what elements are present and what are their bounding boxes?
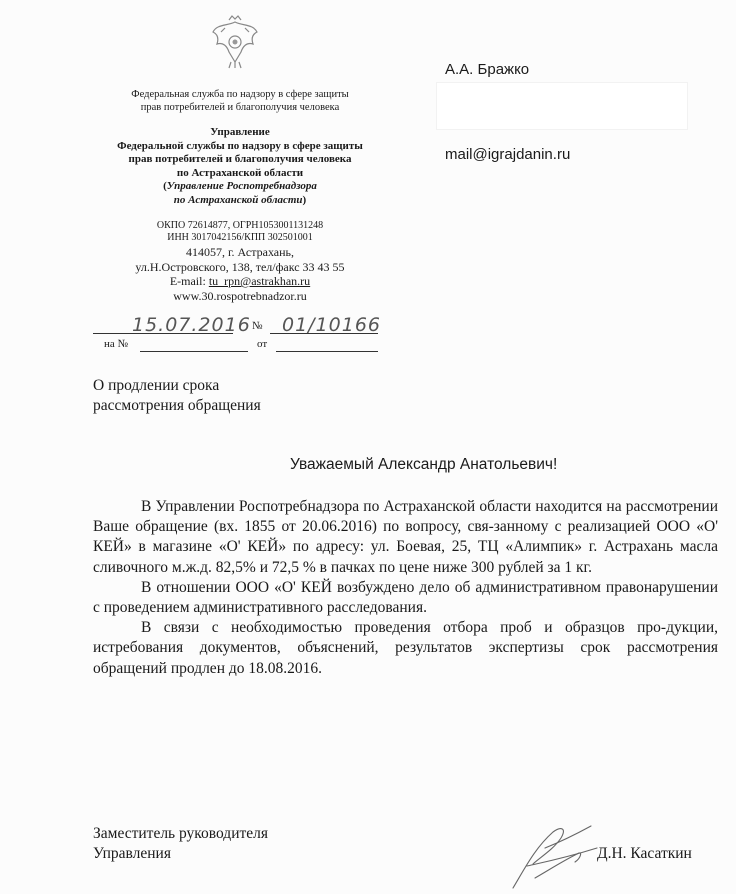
address-line-1: 414057, г. Астрахань, (185, 245, 295, 259)
federal-service-name (90, 88, 390, 114)
handwritten-date: 15.07.2016 (132, 314, 251, 336)
signer-name: Д.Н. Касаткин (597, 845, 692, 862)
handwritten-signature (505, 818, 605, 892)
position-line-1: Заместитель руководителя (93, 825, 269, 842)
sender-email-link[interactable]: tu_rpn@astrakhan.ru (208, 274, 311, 288)
ref-number-underline (140, 351, 248, 352)
email-line (90, 274, 390, 289)
website-link[interactable]: www.30.rospotrebnadzor.ru (173, 288, 307, 303)
handwritten-number: 01/10166 (282, 314, 382, 336)
coat-of-arms-emblem (205, 12, 265, 72)
dept-abbr-1 (90, 180, 390, 194)
ref-number-label: на № (104, 338, 129, 350)
dept-abbr-2-text: по Астраханской области (173, 193, 303, 206)
registration-codes (90, 220, 390, 244)
org-line-2: прав потребителей и благополучия человека (140, 102, 340, 113)
recipient-name: А.А. Бражко (445, 61, 530, 78)
position-line-2: Управления (93, 845, 171, 862)
address-line-2: ул.Н.Островского, 138, тел/факс 33 43 55 (135, 259, 345, 274)
org-line-1: Федеральная служба по надзору в сфере защиты (131, 89, 349, 100)
letter-body (93, 497, 718, 679)
greeting: Уважаемый Александр Анатольевич! (290, 456, 558, 473)
ref-date-label: от (257, 338, 268, 350)
subject-line-2: рассмотрения обращения (93, 397, 261, 414)
dept-line-2: прав потребителей и благополучия человека (128, 153, 352, 165)
dept-abbr-open: ( (163, 180, 167, 192)
body-paragraph-2: В отношении ООО «О' КЕЙ возбуждено дело об административном правонарушении с проведением административного расследования. (93, 578, 718, 617)
recipient-email: mail@igrajdanin.ru (445, 146, 571, 163)
body-paragraph-1: В Управлении Роспотребнадзора по Астраханской области находится на рассмотрении Ваше обращение (вх. 1855 от 20.06.2016) по вопросу, свя-занному с реализацией ООО «О' КЕЙ» в магазине «О' КЕЙ» по адресу: ул. Боевая, 25, ТЦ «Алимпик» г. Астрахань масла сливочного м.ж.д. 82,5% и 72,5 % в пачках по цене ниже 300 рублей за 1 кг. (93, 498, 718, 576)
dept-abbr-1-text: Управление Роспотребнадзора (166, 180, 317, 192)
dept-line-3: по Астраханской области (176, 166, 304, 179)
dept-abbr-2 (90, 194, 390, 208)
redacted-address-block (436, 82, 688, 130)
body-paragraph-3: В связи с необходимостью проведения отбора проб и образцов про-дукции, истребования документов, объяснений, результатов экспертизы срок рассмотрения обращений продлен до 18.08.2016. (93, 619, 718, 677)
dept-line-1: Федеральной службы по надзору в сфере защиты (117, 139, 363, 152)
codes-line-2: ИНН 3017042156/КПП 302501001 (167, 232, 313, 243)
dept-abbr-close: ) (302, 193, 307, 206)
subject-line-1: О продлении срока (93, 377, 220, 394)
department-name (90, 126, 390, 207)
email-label: E-mail: (169, 274, 209, 288)
number-sign: № (252, 320, 263, 332)
letter-subject (93, 376, 261, 416)
sender-address (90, 245, 390, 303)
ref-date-underline (276, 351, 378, 352)
dept-title: Управление (210, 126, 270, 138)
codes-line-1: ОКПО 72614877, ОГРН1053001131248 (156, 220, 324, 231)
signer-position (93, 824, 268, 864)
